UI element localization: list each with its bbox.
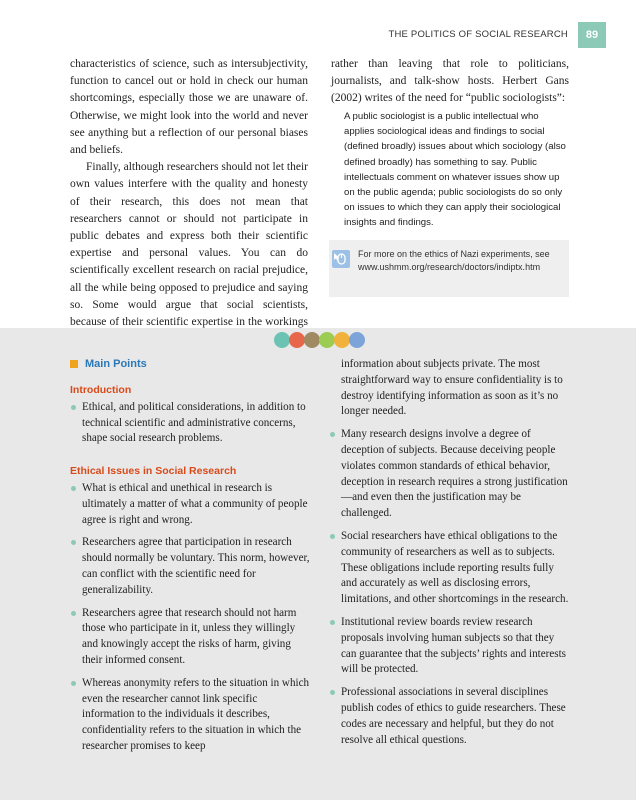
page-number: 89 xyxy=(578,22,606,48)
sidebar-note-text: For more on the ethics of Nazi experiments, see www.ushmm.org/research/doctors/indiptx.htm xyxy=(358,249,550,273)
body-left-column xyxy=(70,56,308,348)
decorative-dot xyxy=(334,332,350,348)
list-item: Social researchers have ethical obligations to the community of researchers as well as to subjects. These obligations include reporting results fully and accurately as well as disclosing errors, limitations, and other shortcomings in the research. xyxy=(329,529,569,608)
list-item: Professional associations in several disciplines publish codes of ethics to guide researchers. These codes are necessary and helpful, but they do not resolve all ethical questions. xyxy=(329,685,569,748)
list-item: Institutional review boards review research proposals involving human subjects so that they can guarantee that the subjects’ rights and interests will be protected. xyxy=(329,615,569,678)
list-item: Ethical, and political considerations, in addition to technical scientific and administrative concerns, shape social research problems. xyxy=(70,400,310,447)
body-paragraph: Finally, although researchers should not let their own values interfere with the quality and honesty of their research, this does not mean that researchers cannot or should not participate in public debates and express both their scientific expertise and personal values. You can do scientifically excellent research on racial prejudice, all the while being opposed to prejudice and saying so. Some would argue that social scientists, because of their scientific expertise in the workings xyxy=(70,161,308,329)
decorative-dots xyxy=(274,332,364,348)
web-sidebar-note xyxy=(329,240,569,297)
main-points-heading xyxy=(70,358,147,370)
body-right-intro xyxy=(331,56,569,108)
mouse-pointer-icon xyxy=(332,250,350,268)
list-item-continuation: information about subjects private. The most straightforward way to ensure confidentiality is to destroy identifying information as soon as it’s no longer needed. xyxy=(341,358,563,418)
subheading-introduction: Introduction xyxy=(70,384,132,396)
block-quote: A public sociologist is a public intellectual who applies sociological ideas and findings to social (defined broadly) issues about which sociology (also defined broadly) has something to say. Public intellectuals comment on whatever issues show up on the public agenda; public sociologists do so only on issues to which they can apply their sociological insights and findings. xyxy=(344,111,566,229)
subheading-ethical-issues: Ethical Issues in Social Research xyxy=(70,465,237,478)
running-title: THE POLITICS OF SOCIAL RESEARCH xyxy=(388,29,568,40)
decorative-dot xyxy=(349,332,365,348)
body-paragraph: rather than leaving that role to politicians, journalists, and talk-show hosts. Herbert Gans (2002) writes of the need for “public sociologists”: xyxy=(331,58,569,105)
list-item: Researchers agree that research should not harm those who participate in it, unless they willingly and knowingly accept the risks of harm, giving their informed consent. xyxy=(70,606,310,669)
decorative-dot xyxy=(304,332,320,348)
main-points-right-column xyxy=(329,357,569,748)
body-paragraph: characteristics of science, such as intersubjectivity, function to cancel out or hold in check our human shortcomings, especially those we are unaware of. Otherwise, we might look into the world and never see anything but a reflection of our personal biases and beliefs. xyxy=(70,58,308,157)
main-points-title: Main Points xyxy=(85,358,147,370)
list-item: Many research designs involve a degree of deception of subjects. Because deceiving people violates common standards of ethical behavior, deception in research requires a strong justification—and even then the justification may be challenged. xyxy=(329,427,569,522)
decorative-dot xyxy=(274,332,290,348)
list-item: Whereas anonymity refers to the situation in which even the researcher cannot link specific information to the individuals it describes, confidentiality refers to the situation in which the researcher promises to keep xyxy=(70,676,310,755)
decorative-dot xyxy=(289,332,305,348)
list-item: Researchers agree that participation in research should normally be voluntary. This norm, however, can conflict with the scientific need for generalizability. xyxy=(70,535,310,598)
list-item: What is ethical and unethical in research is ultimately a matter of what a community of people agree is right and wrong. xyxy=(70,481,310,528)
decorative-dot xyxy=(319,332,335,348)
square-bullet-icon xyxy=(70,360,78,368)
main-points-left-column xyxy=(70,383,310,755)
